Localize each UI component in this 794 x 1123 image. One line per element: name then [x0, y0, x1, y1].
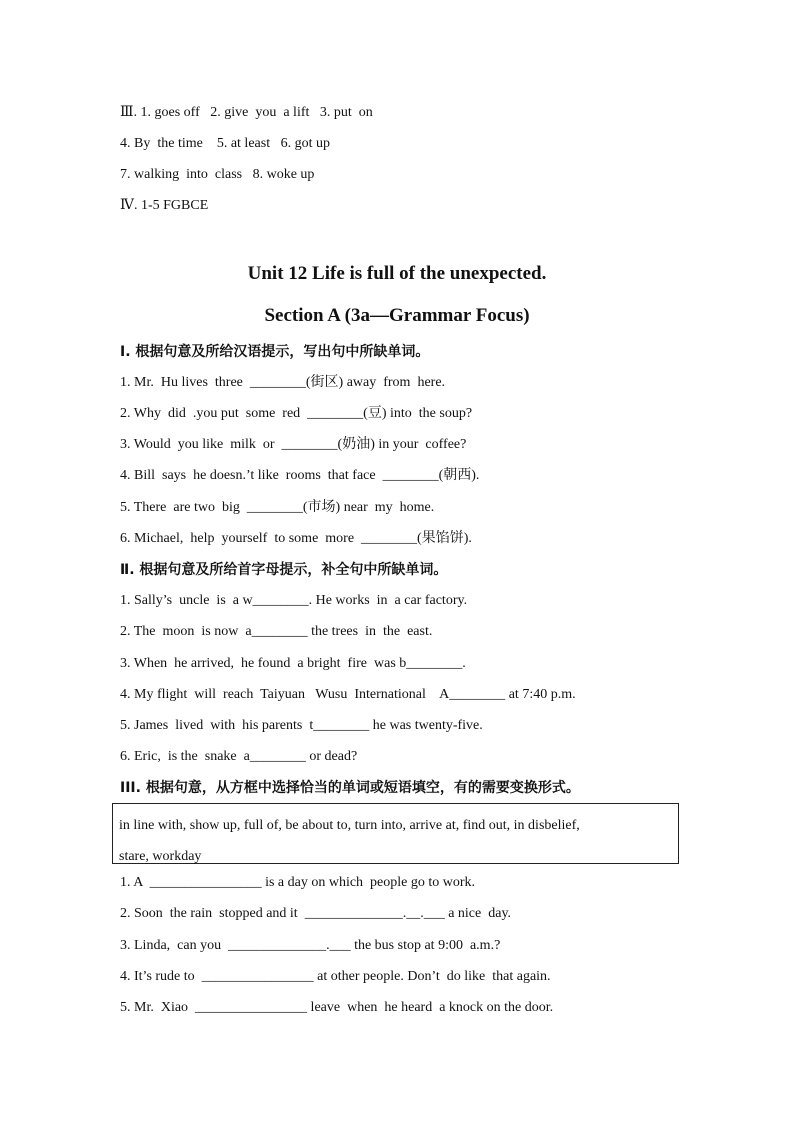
part2-item: 2. The moon is now a________ the trees in the east. [120, 624, 433, 639]
unit-title: Unit 12 Life is full of the unexpected. [247, 263, 547, 284]
part3-item: 2. Soon the rain stopped and it ______________.__.___ a nice day. [120, 906, 512, 921]
part3-heading: III. 根据句意，从方框中选择恰当的单词或短语填空，有的需要变换形式。 [120, 780, 580, 796]
part1-heading: Ⅰ. 根据句意及所给汉语提示，写出句中所缺单词。 [120, 344, 430, 360]
part1-item: 1. Mr. Hu lives three ________(街区) away from here. [120, 375, 446, 390]
answer-line: Ⅳ. 1-5 FGBCE [120, 198, 209, 213]
part1-item: 6. Michael, help yourself to some more ________(果馅饼). [120, 531, 472, 546]
answer-line: Ⅲ. 1. goes off 2. give you a lift 3. put on [120, 105, 373, 120]
part3-item: 1. A ________________ is a day on which people go to work. [120, 875, 476, 890]
section-title: Section A (3a—Grammar Focus) [264, 305, 530, 326]
answer-line: 4. By the time 5. at least 6. got up [120, 136, 330, 151]
part3-item: 3. Linda, can you ______________.___ the bus stop at 9:00 a.m.? [120, 938, 501, 953]
part3-item: 5. Mr. Xiao ________________ leave when he heard a knock on the door. [120, 1000, 554, 1015]
part2-item: 6. Eric, is the snake a________ or dead? [120, 749, 358, 764]
part1-item: 2. Why did .you put some red ________(豆) into the soup? [120, 406, 473, 421]
part2-item: 5. James lived with his parents t________ he was twenty-five. [120, 718, 483, 733]
part3-item: 4. It’s rude to ________________ at other people. Don’t do like that again. [120, 969, 551, 984]
part1-item: 5. There are two big ________(市场) near my home. [120, 500, 435, 515]
answer-line: 7. walking into class 8. woke up [120, 167, 315, 182]
word-box-line: stare, workday [119, 849, 202, 864]
word-box [112, 803, 679, 864]
word-box-line: in line with, show up, full of, be about to, turn into, arrive at, find out, in disbelief, [119, 818, 580, 833]
part2-heading: Ⅱ. 根据句意及所给首字母提示，补全句中所缺单词。 [120, 562, 448, 578]
part1-item: 4. Bill says he doesn.’t like rooms that face ________(朝西). [120, 468, 480, 483]
part2-item: 4. My flight will reach Taiyuan Wusu International A________ at 7:40 p.m. [120, 687, 576, 702]
part2-item: 3. When he arrived, he found a bright fire was b________. [120, 656, 466, 671]
part2-item: 1. Sally’s uncle is a w________. He works in a car factory. [120, 593, 468, 608]
part1-item: 3. Would you like milk or ________(奶油) in your coffee? [120, 437, 467, 452]
